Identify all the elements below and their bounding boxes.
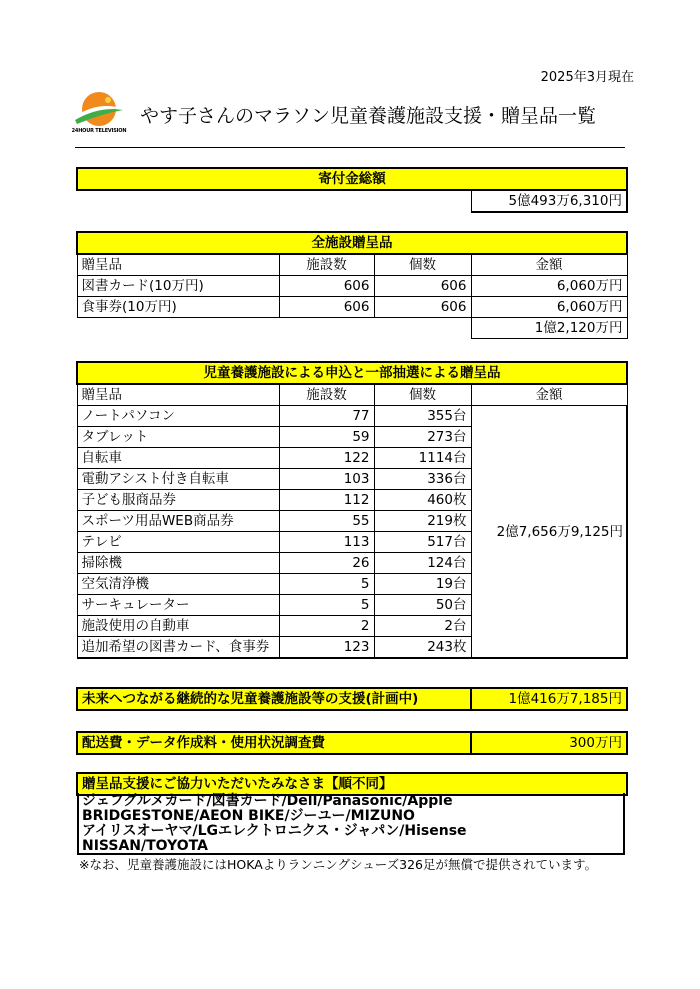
item-count: 273台 <box>374 427 471 448</box>
lottery-gifts-table <box>76 361 628 659</box>
facility-count: 5 <box>279 595 374 616</box>
title-divider <box>75 147 625 148</box>
facility-count: 113 <box>279 532 374 553</box>
all-facilities-total: 1億2,120万円 <box>471 318 627 339</box>
column-header: 個数 <box>374 384 471 406</box>
column-header: 施設数 <box>279 384 374 406</box>
donation-table <box>76 167 628 213</box>
item-amount: 6,060万円 <box>471 276 627 297</box>
item-name: 食事券(10万円) <box>77 297 279 318</box>
item-name: 図書カード(10万円) <box>77 276 279 297</box>
item-name: 自転車 <box>77 448 279 469</box>
sponsor-line: ジェフグルメカード/図書カード/Dell/Panasonic/Apple <box>82 793 453 809</box>
shipping-fees-amount: 300万円 <box>471 732 627 754</box>
facility-count: 112 <box>279 490 374 511</box>
future-support-table <box>76 687 628 711</box>
item-name: サーキュレーター <box>77 595 279 616</box>
item-count: 50台 <box>374 595 471 616</box>
item-count: 355台 <box>374 406 471 427</box>
donation-heading: 寄付金総額 <box>77 168 627 190</box>
item-count: 1114台 <box>374 448 471 469</box>
future-support-amount: 1億416万7,185円 <box>471 688 627 710</box>
facility-count: 26 <box>279 553 374 574</box>
item-name: 子ども服商品券 <box>77 490 279 511</box>
item-name: スポーツ用品WEB商品券 <box>77 511 279 532</box>
item-count: 124台 <box>374 553 471 574</box>
page-title: やす子さんのマラソン児童養護施設支援・贈呈品一覧 <box>140 105 597 127</box>
facility-count: 103 <box>279 469 374 490</box>
item-name: テレビ <box>77 532 279 553</box>
facility-count: 123 <box>279 637 374 659</box>
logo-text: 24HOUR TELEVISION <box>71 128 127 134</box>
item-name: タブレット <box>77 427 279 448</box>
column-header: 贈呈品 <box>77 254 279 276</box>
shipping-fees-table <box>76 731 628 755</box>
item-count: 460枚 <box>374 490 471 511</box>
table-row <box>77 297 627 318</box>
item-amount: 6,060万円 <box>471 297 627 318</box>
table-header-row <box>77 384 627 406</box>
facility-count: 59 <box>279 427 374 448</box>
item-count: 606 <box>374 297 471 318</box>
item-count: 2台 <box>374 616 471 637</box>
future-support-label: 未来へつながる継続的な児童養護施設等の支援(計画中) <box>77 688 471 710</box>
column-header: 施設数 <box>279 254 374 276</box>
logo-icon <box>73 88 125 132</box>
item-count: 219枚 <box>374 511 471 532</box>
item-name: 追加希望の図書カード、食事券 <box>77 637 279 659</box>
table-header-row <box>77 254 627 276</box>
facility-count: 606 <box>279 276 374 297</box>
facility-count: 77 <box>279 406 374 427</box>
footnote: ※なお、児童養護施設にはHOKAよりランニングシューズ326足が無償で提供されています。 <box>79 857 597 872</box>
table-row <box>77 406 627 427</box>
sponsor-line: BRIDGESTONE/AEON BIKE/ジーユー/MIZUNO <box>82 808 415 824</box>
item-name: 掃除機 <box>77 553 279 574</box>
all-facilities-heading: 全施設贈呈品 <box>77 232 627 254</box>
sponsors-heading: 贈呈品支援にご協力いただいたみなさま【順不同】 <box>77 773 627 795</box>
shipping-fees-label: 配送費・データ作成料・使用状況調査費 <box>77 732 471 754</box>
column-header: 金額 <box>471 254 627 276</box>
facility-count: 122 <box>279 448 374 469</box>
all-facilities-table <box>76 231 628 339</box>
sponsor-line: アイリスオーヤマ/LGエレクトロニクス・ジャパン/Hisense <box>82 823 467 839</box>
column-header: 金額 <box>471 384 627 406</box>
24hour-television-logo <box>73 88 125 148</box>
facility-count: 5 <box>279 574 374 595</box>
lottery-amount: 2億7,656万9,125円 <box>471 406 627 659</box>
lottery-heading: 児童養護施設による申込と一部抽選による贈呈品 <box>77 362 627 384</box>
item-count: 243枚 <box>374 637 471 659</box>
column-header: 個数 <box>374 254 471 276</box>
sponsor-line: NISSAN/TOYOTA <box>82 838 208 854</box>
item-name: ノートパソコン <box>77 406 279 427</box>
item-name: 空気清浄機 <box>77 574 279 595</box>
donation-total: 5億493万6,310円 <box>471 190 627 212</box>
item-count: 517台 <box>374 532 471 553</box>
item-name: 施設使用の自動車 <box>77 616 279 637</box>
facility-count: 55 <box>279 511 374 532</box>
item-count: 606 <box>374 276 471 297</box>
item-count: 19台 <box>374 574 471 595</box>
sponsors-list <box>77 793 625 855</box>
column-header: 贈呈品 <box>77 384 279 406</box>
facility-count: 2 <box>279 616 374 637</box>
item-name: 電動アシスト付き自転車 <box>77 469 279 490</box>
table-row <box>77 276 627 297</box>
facility-count: 606 <box>279 297 374 318</box>
item-count: 336台 <box>374 469 471 490</box>
report-date: 2025年3月現在 <box>540 70 634 85</box>
